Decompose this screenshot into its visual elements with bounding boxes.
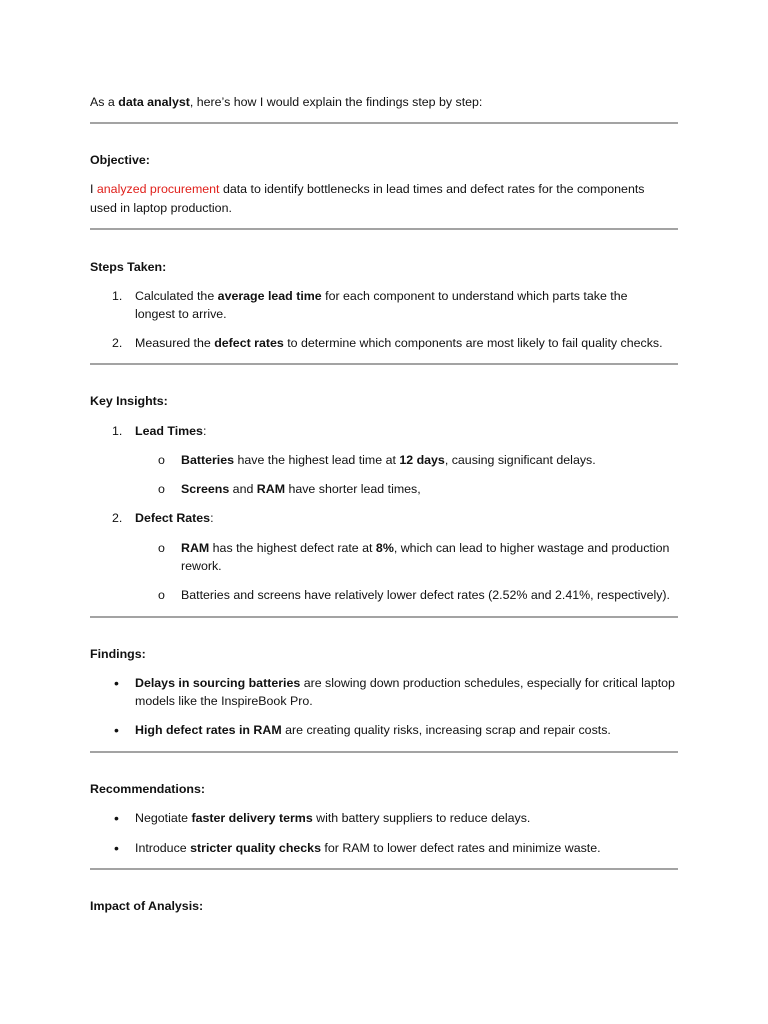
insight-screens-ram-lead	[181, 481, 421, 497]
recommendation-1	[135, 810, 530, 826]
divider	[90, 751, 678, 753]
insight-2-number: 2.	[112, 511, 123, 525]
impact-heading	[90, 898, 203, 914]
rec-text: Introduce	[135, 841, 191, 855]
defect-rates-label: Defect Rates	[135, 511, 211, 525]
intro-paragraph	[90, 94, 482, 110]
sub-text-end: , causing significant delays.	[444, 453, 596, 467]
insight-lead-times-title	[135, 423, 206, 439]
findings-heading-text: Findings:	[90, 647, 146, 661]
divider	[90, 616, 678, 618]
finding-1-line-1	[135, 675, 675, 691]
sub-bold-2: RAM	[256, 482, 286, 496]
sub-bullet-marker: o	[158, 588, 165, 602]
objective-text-cont: data to identify bottlenecks in lead times and defect rates for the components	[219, 182, 645, 196]
step-bold: average lead time	[217, 289, 322, 303]
sub-bold: Screens	[181, 482, 230, 496]
recommendation-2	[135, 840, 601, 856]
lead-times-label: Lead Times	[135, 424, 203, 438]
step-2-number: 2.	[112, 336, 123, 350]
rec-bold: stricter quality checks	[190, 841, 321, 855]
recommendations-heading	[90, 781, 205, 797]
insights-heading-text: Key Insights:	[90, 394, 168, 408]
divider	[90, 363, 678, 365]
sub-bold: Batteries	[181, 453, 235, 467]
step-bold: defect rates	[214, 336, 284, 350]
insight-batteries-lead	[181, 452, 596, 468]
rec-text-end: for RAM to lower defect rates and minimize waste.	[320, 841, 601, 855]
sub-bullet-marker: o	[158, 482, 165, 496]
rec-text: Negotiate	[135, 811, 192, 825]
sub-bold-2: 12 days	[399, 453, 445, 467]
sub-bullet-marker: o	[158, 453, 165, 467]
rec-bold: faster delivery terms	[191, 811, 313, 825]
recommendations-heading-text: Recommendations:	[90, 782, 205, 796]
colon: :	[202, 424, 207, 438]
bullet-marker: •	[114, 675, 119, 691]
steps-heading-text: Steps Taken:	[90, 260, 167, 274]
objective-heading-text: Objective:	[90, 153, 150, 167]
step-text-end: to determine which components are most likely to fail quality checks.	[283, 336, 663, 350]
objective-highlight: analyzed procurement	[96, 182, 220, 196]
sub-text: and	[229, 482, 257, 496]
impact-heading-text: Impact of Analysis:	[90, 899, 204, 913]
rec-text-end: with battery suppliers to reduce delays.	[312, 811, 531, 825]
step-1-line-2: longest to arrive.	[135, 307, 227, 321]
sub-bullet-marker: o	[158, 541, 165, 555]
bullet-marker: •	[114, 722, 119, 738]
sub-text: have the highest lead time at	[234, 453, 400, 467]
finding-bold: High defect rates in RAM	[135, 723, 282, 737]
steps-heading	[90, 259, 166, 275]
finding-2-line-1	[135, 722, 611, 738]
insight-defect-rates-title	[135, 510, 214, 526]
step-text-end: for each component to understand which parts take the	[321, 289, 628, 303]
sub-text-end: have shorter lead times,	[285, 482, 421, 496]
divider	[90, 228, 678, 230]
objective-line-1	[90, 181, 644, 197]
step-text: Calculated the	[135, 289, 218, 303]
intro-text-end: , here’s how I would explain the findings step by step:	[189, 95, 483, 109]
insight-ram-defect	[181, 540, 669, 556]
step-text: Measured the	[135, 336, 215, 350]
objective-text: I	[90, 182, 97, 196]
finding-bold: Delays in sourcing batteries	[135, 676, 301, 690]
step-2-line-1	[135, 335, 663, 351]
bullet-marker: •	[114, 810, 119, 826]
sub-text-end: , which can lead to higher wastage and production	[393, 541, 670, 555]
colon: :	[210, 511, 214, 525]
finding-text: are slowing down production schedules, especially for critical laptop	[300, 676, 675, 690]
finding-text: are creating quality risks, increasing scrap and repair costs.	[281, 723, 611, 737]
insight-1-number: 1.	[112, 424, 123, 438]
divider	[90, 868, 678, 870]
insights-heading	[90, 393, 168, 409]
intro-text: As a	[90, 95, 119, 109]
step-1-number: 1.	[112, 289, 123, 303]
divider	[90, 122, 678, 124]
bullet-marker: •	[114, 840, 119, 856]
sub-bold-2: 8%	[375, 541, 394, 555]
sub-bold: RAM	[181, 541, 210, 555]
intro-bold: data analyst	[118, 95, 190, 109]
objective-line-2: used in laptop production.	[90, 201, 232, 215]
step-1-line-1	[135, 288, 628, 304]
finding-1-line-2: models like the InspireBook Pro.	[135, 694, 313, 708]
insight-ram-defect-line-2: rework.	[181, 559, 222, 573]
findings-heading	[90, 646, 146, 662]
objective-heading	[90, 152, 150, 168]
sub-text: has the highest defect rate at	[209, 541, 376, 555]
insight-batteries-screens-defect: Batteries and screens have relatively lower defect rates (2.52% and 2.41%, respectively).	[181, 588, 670, 602]
